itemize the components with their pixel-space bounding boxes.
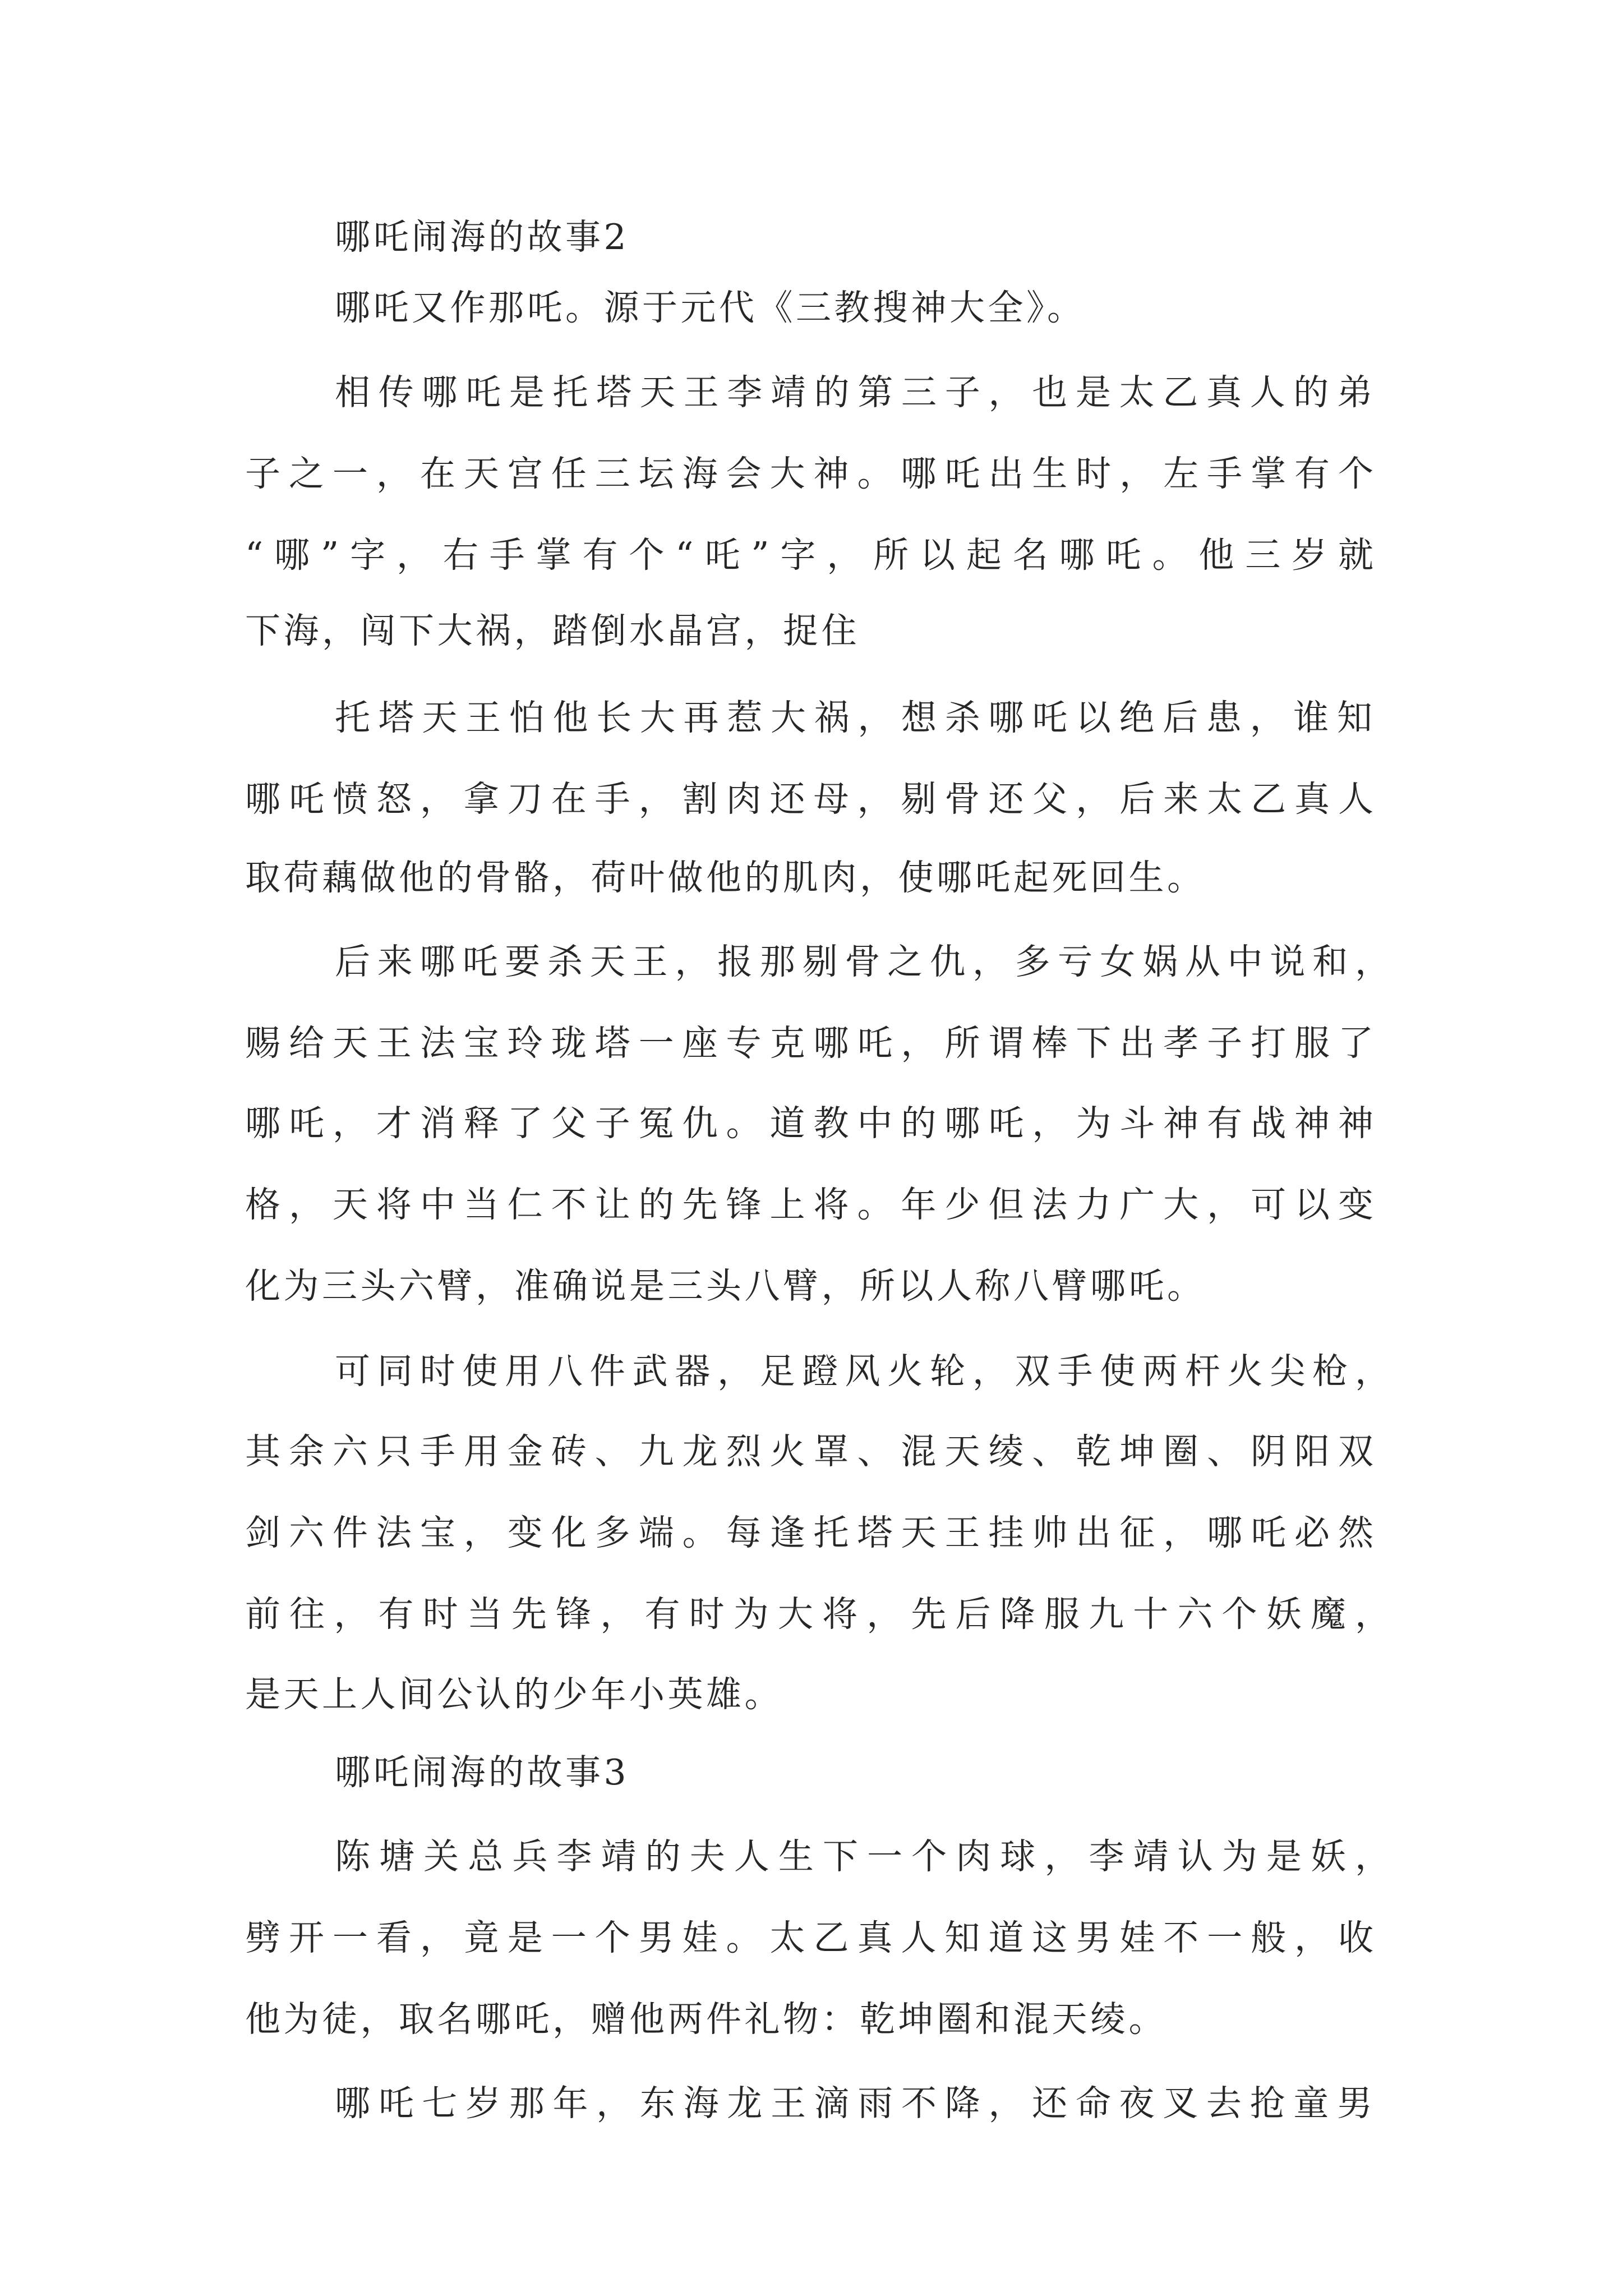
paragraph-line: 化为三头六臂，准确说是三头八臂，所以人称八臂哪吒。: [245, 1266, 1206, 1306]
paragraph-line: 其余六只手用金砖、九龙烈火罩、混天绫、乾坤圈、阴阳双: [245, 1431, 1373, 1472]
paragraph-line: 是天上人间公认的少年小英雄。: [245, 1674, 783, 1715]
paragraph-line: 取荷藕做他的骨骼，荷叶做他的肌肉，使哪吒起死回生。: [245, 857, 1206, 898]
paragraph-line: “哪”字，右手掌有个“吒”字，所以起名哪吒。他三岁就: [245, 535, 1373, 576]
paragraph-line: 下海，闯下大祸，踏倒水晶宫，捉住: [245, 610, 860, 651]
paragraph-line: 托塔天王怕他长大再惹大祸，想杀哪吒以绝后患，谁知: [335, 697, 1372, 738]
paragraph-line: 前往，有时当先锋，有时为大将，先后降服九十六个妖魔，: [245, 1594, 1390, 1635]
paragraph-line: 哪吒愤怒，拿刀在手，割肉还母，剔骨还父，后来太乙真人: [245, 779, 1373, 820]
section-heading: 哪吒闹海的故事3: [335, 1752, 630, 1793]
paragraph-line: 可同时使用八件武器，足蹬风火轮，双手使两杆火尖枪，: [335, 1351, 1390, 1392]
paragraph-line: 陈塘关总兵李靖的夫人生下一个肉球，李靖认为是妖，: [335, 1836, 1390, 1877]
paragraph-line: 剑六件法宝，变化多端。每逢托塔天王挂帅出征，哪吒必然: [245, 1512, 1373, 1553]
paragraph-line: 劈开一看，竟是一个男娃。太乙真人知道这男娃不一般，收: [245, 1917, 1373, 1958]
paragraph-line: 相传哪吒是托塔天王李靖的第三子，也是太乙真人的弟: [335, 372, 1372, 413]
paragraph-line: 哪吒七岁那年，东海龙王滴雨不降，还命夜叉去抢童男: [335, 2083, 1372, 2124]
paragraph-line: 子之一，在天宫任三坛海会大神。哪吒出生时，左手掌有个: [245, 453, 1373, 494]
section-heading: 哪吒闹海的故事2: [335, 217, 630, 257]
paragraph-line: 格，天将中当仁不让的先锋上将。年少但法力广大，可以变: [245, 1184, 1373, 1225]
paragraph-line: 后来哪吒要杀天王，报那剔骨之仇，多亏女娲从中说和，: [335, 941, 1390, 982]
paragraph-line: 哪吒又作那吒。源于元代《三教搜神大全》。: [335, 287, 1086, 328]
paragraph-line: 他为徒，取名哪吒，赠他两件礼物：乾坤圈和混天绫。: [245, 1999, 1167, 2040]
paragraph-line: 哪吒，才消释了父子冤仇。道教中的哪吒，为斗神有战神神: [245, 1103, 1373, 1144]
paragraph-line: 赐给天王法宝玲珑塔一座专克哪吒，所谓棒下出孝子打服了: [245, 1023, 1373, 1064]
